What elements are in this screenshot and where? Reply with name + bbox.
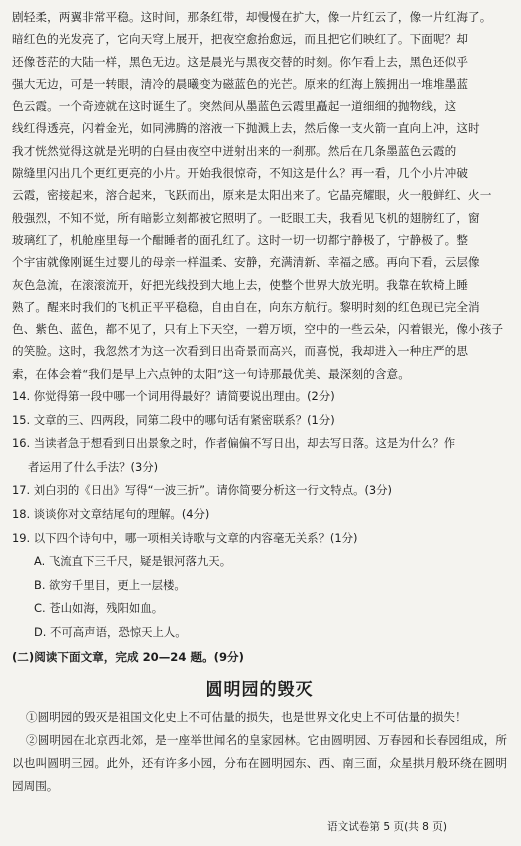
passage-line: 熟了。醒来时我们的飞机正平平稳稳，自由自在，向东方航行。黎明时刻的红色现已完全消 — [12, 299, 480, 314]
passage-line: 色云霞。一个奇迹就在这时诞生了。突然间从墨蓝色云霞里矗起一道细细的抛物线，这 — [12, 99, 457, 114]
option-b: B. 欲穷千里目，更上一层楼。 — [34, 577, 186, 592]
passage-line: 还像苍茫的大陆一样，黑色无边。这是晨光与黑夜交替的时刻。你乍看上去，黑色还似乎 — [12, 54, 469, 69]
article-paragraph-2: ②圆明园在北京西北郊，是一座举世闻名的皇家园林。它由圆明园、万春园和长春园组成，所以也叫圆明三园。此外，还有许多小园，分布在圆明园东、西、南三面，众星拱月般环绕在圆明园周围。 — [12, 732, 507, 794]
passage-line: 剧轻柔，两翼非常平稳。这时间，那条红带，却慢慢在扩大，像一片红云了，像一片红海了。 — [12, 10, 492, 24]
question-16-continued: 者运用了什么手法？(3分) — [28, 459, 159, 474]
passage-line: 玻璃红了，机舱座里每一个酣睡者的面孔红了。这时一切一切都宁静极了，宁静极了。整 — [12, 232, 469, 247]
option-a: A. 飞流直下三千尺，疑是银河落九天。 — [34, 554, 232, 569]
question-19: 19. 以下四个诗句中，哪一项相关诗歌与文章的内容毫无关系？(1分) — [12, 530, 358, 545]
question-15: 15. 文章的三、四两段，同第二段中的哪句话有紧密联系？(1分) — [12, 412, 335, 427]
questions-list — [12, 385, 507, 645]
passage-line: 的笑脸。这时，我忽然才为这一次看到日出奇景而高兴，而喜悦，我却进入一种庄严的思 — [12, 344, 469, 359]
passage-line: 云霞，密接起来，溶合起来，飞跃而出，原来是太阳出来了。它晶亮耀眼，火一般鲜红、火一 — [12, 188, 492, 203]
passage-line: 色、紫色、蓝色，都不见了，只有上下天空，一碧万顷，空中的一些云朵，闪着银光，像小孩子 — [12, 322, 504, 337]
question-17: 17. 刘白羽的《日出》写得“一波三折”。请你简要分析这一行文特点。(3分) — [12, 483, 393, 498]
passage-paragraph — [12, 6, 507, 385]
passage-line: 线红得透亮，闪着金光，如同沸腾的溶液一下抛溅上去，然后像一支火箭一直向上冲，这时 — [12, 121, 480, 136]
article-body — [12, 706, 507, 799]
passage-line: 我才恍然觉得这就是光明的白昼由夜空中迸射出来的一刹那。然后在几条墨蓝色云霞的 — [12, 143, 457, 158]
passage-line: 般强烈，不知不觉，所有暗影立刻都被它照明了。一眨眼工夫，我看见飞机的翅膀红了，窗 — [12, 210, 480, 225]
option-c: C. 苍山如海，残阳如血。 — [34, 601, 164, 616]
passage-line: 强大无边，可是一转眼，清冷的晨曦变为磁蓝色的光芒。原来的红海上簇拥出一堆堆墨蓝 — [12, 76, 469, 91]
passage-line: 个宇宙就像刚诞生过婴儿的母亲一样温柔、安静，充满清新、幸福之感。再向下看，云层像 — [12, 255, 480, 270]
passage-line: 灰色急流，在滚滚流开，好把光线投到大地上去，使整个世界大放光明。我靠在软椅上睡 — [12, 277, 469, 292]
passage-line: 索，在体会着“我们是早上六点钟的太阳”这一句诗那最优美、最深刻的含意。 — [12, 366, 410, 381]
option-d: D. 不可高声语，恐惊天上人。 — [34, 624, 187, 639]
section-heading: (二)阅读下面文章，完成 20—24 题。(9分) — [12, 649, 244, 664]
passage-line: 暗红色的光发亮了，它向天穹上展开，把夜空愈抬愈远，而且把它们映红了。下面呢？却 — [12, 32, 469, 47]
question-18: 18. 谈谈你对文章结尾句的理解。(4分) — [12, 507, 210, 522]
article-paragraph-1: ①圆明园的毁灭是祖国文化史上不可估量的损失，也是世界文化史上不可估量的损失！ — [26, 709, 467, 724]
question-14: 14. 你觉得第一段中哪一个词用得最好？请简要说出理由。(2分) — [12, 389, 335, 404]
article-title: 圆明园的毁灭 — [205, 679, 314, 700]
passage-line: 隙缝里闪出几个更红更亮的小片。开始我很惊奇，不知这是什么？再一看，几个小片冲破 — [12, 166, 469, 181]
question-16: 16. 当读者急于想看到日出景象之时，作者偏偏不写日出，却去写日落。这是为什么？作 — [12, 436, 456, 451]
page-footer: 语文试卷第 5 页(共 8 页) — [327, 821, 447, 833]
